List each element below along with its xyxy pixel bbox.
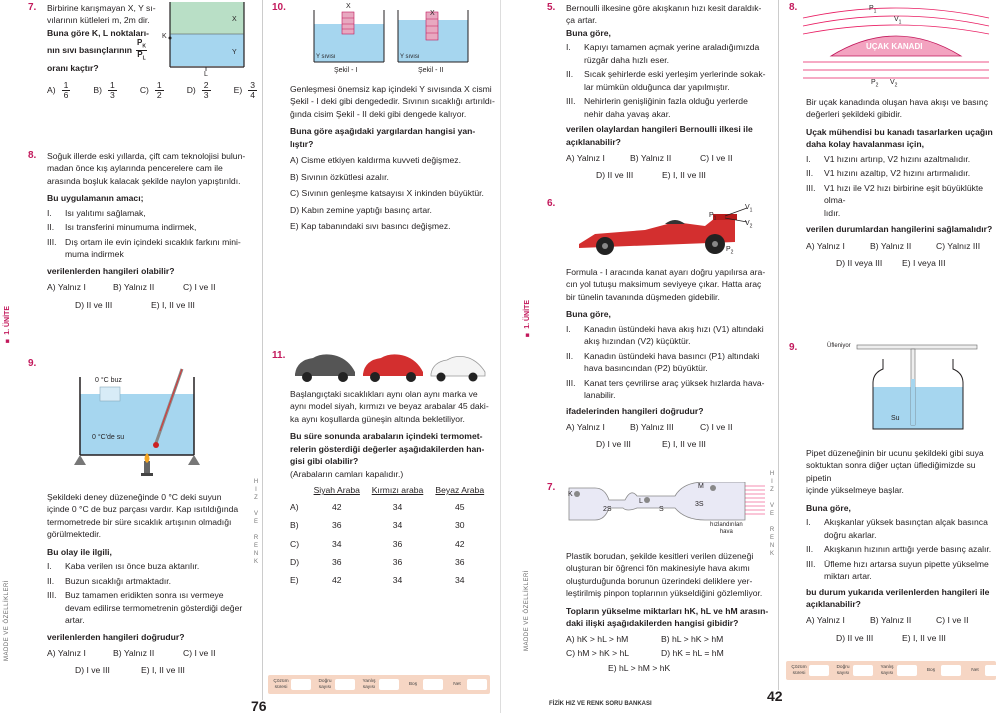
ice-water-figure (70, 367, 210, 479)
p1-label: $P_1$ (709, 212, 717, 222)
q8-options-row2: D) II veya III E) I veya III (836, 257, 946, 268)
q5-options-row2: D) II ve III E) I, II ve III (596, 170, 706, 181)
scoreboard (786, 661, 996, 680)
q6-options-row1: A) Yalnız I B) Yalnız III C) I ve II (566, 421, 733, 432)
liquid-containers-figure (312, 4, 482, 74)
question-9: Pipet düzeneğinin bir ucunu şekildeki gibi suya soktuktan sonra diğer uçtan üflediğimizde su pipetin içinde yükselmeye başlar. Buna göre, I. Akışkanlar yüksek basınçtan alçak basınca doğru akarlar. II. Akışkanın hızının arttığı yerde basınç azalır. III. Üfleme hızı artarsa suyun pipette yükselme miktarı artar. bu durum yukarıda verilenlerden hangileri ile açıklanabilir? A) Yalnız I B) Yalnız II C) I ve II D) II ve III E) I, II ve III (806, 447, 1000, 644)
v2-label: $V_2$ (745, 220, 753, 230)
water-label: Su (891, 415, 900, 422)
q9-options-row1: A) Yalnız I B) Yalnız II C) I ve II (47, 647, 216, 658)
answer-option[interactable]: C) 1 2 (139, 80, 162, 101)
q9-options-row1: A) Yalnız I B) Yalnız II C) I ve II (806, 615, 969, 626)
q7-options-row1: A) hK > hL > hM B) hL > hK > hM (566, 633, 724, 644)
q9-statements: I. Kaba verilen ısı önce buza aktarılır. II. Buzun sıcaklığı artmaktadır. III. Buz tamamen eridikten sonra ısı vermeye devam edilirse termometrenin gösterdiği değer artar. (47, 561, 243, 626)
score-input-box[interactable] (335, 679, 355, 690)
score-input-box[interactable] (379, 679, 399, 690)
q6-options-row2: D) I ve III E) I, II ve III (596, 439, 706, 450)
pipette-figure (853, 339, 983, 439)
score-cell: Çözüm süresi (789, 665, 829, 676)
v1-label: $V_1$ (894, 16, 902, 26)
score-cell: Yanlış sayısı (359, 679, 399, 690)
q9-statements: I. Akışkanlar yüksek basınçtan alçak basınca doğru akarlar. II. Akışkanın hızının arttığı yerde basınç azalır. III. Üfleme hızı artarsa suyun pipette yükselme miktarı artar. (806, 517, 992, 582)
unit-side-label: ■ 1. ÜNİTE (524, 300, 531, 338)
table-row[interactable]: A) 42 34 45 (290, 501, 465, 512)
question-7: Plastik borudan, şekilde kesitleri verilen düzeneği oluşturan bir öğrenci fön makinesiyle hava akımı oluşturduğunda borunun üzerindeki deliklere yer- leştirilmiş pinpon toplarının yükseldiğini gözlemliyor. Topların yükselme miktarları hK, hL ve hM arasın- daki ilişki aşağıdakilerden hangisi gibidir? A) hK > hL > hM B) hL > hK > hM C) hM > hK > hL D) hK = hL = hM E) hL > hM > hK (566, 550, 771, 674)
question-number: 9. (28, 358, 37, 369)
q10-options: A) Cisme etkiyen kaldırma kuvveti değişmez. B) Sıvının özkütlesi azalır. C) Sıvının genleşme katsayısı X inkinden büyüktür. D) Kabın zemine yaptığı basınç artar. E) Kap tabanındaki sıvı basıncı değişmez. (290, 155, 484, 232)
fig-label-k: K (162, 33, 167, 40)
q5-statements: I. Kapıyı tamamen açmak yerine araladığımızda rüzgâr daha hızlı eser. II. Sıcak şehirlerde eski yerleşim yerlerinde sokak- lar mümkün olduğunca dar yapılmıştır. III. Nehirlerin genişliğinin fazla olduğu yerlerde nehir daha yavaş akar. (566, 42, 766, 119)
ice-label: 0 °C buz (95, 377, 122, 384)
k-label: K (568, 491, 573, 498)
q8-options-row1: A) Yalnız I B) Yalnız II C) I ve II (47, 282, 216, 293)
liquid-label: Y sıvısı (400, 54, 420, 60)
l-label: L (639, 498, 643, 505)
liquid-label: Y sıvısı (316, 54, 336, 60)
question-11: Başlangıçtaki sıcaklıkları aynı olan aynı marka ve aynı model siyah, kırmızı ve beyaz arabalar 45 daki- ka aynı koşullarda güneşin altında bekletiliyor. Bu süre sonunda arabaların içindeki termomet- relerin gösterdiği değerler aşağıdakilerden han- gisi gibi olabilir? (Arabaların camları kapalıdır.) Siyah Araba Kırmızı araba Beyaz Araba A) 42 34 45 B) 36 34 30 C) 34 36 42 D) 36 36 36 E) 42 34 34 (290, 388, 495, 590)
section-s-label: S (659, 506, 664, 513)
temperature-table: Siyah Araba Kırmızı araba Beyaz Araba A) 42 34 45 B) 36 34 30 C) 34 36 42 D) 36 36 36 E) 42 34 34 (290, 483, 490, 590)
hiz-ve-renk-vertical: H I Z V E R E N K (769, 471, 775, 557)
fig-label-x: X (232, 16, 237, 23)
m-label: M (698, 483, 704, 490)
q7-options (47, 81, 257, 100)
chapter-side-label: MADDE VE ÖZELLİKLERİ (4, 580, 10, 662)
q8-statements: I. V1 hızını artırıp, V2 hızını azaltmalıdır. II. V1 hızını azaltıp, V2 hızını artırmalıdır. III. V1 hızı ile V2 hızı birbirine eşit büyüklükte olma- lıdır. (806, 153, 984, 218)
score-cell: Boş (921, 665, 961, 676)
score-cell: Doğru sayısı (833, 665, 873, 676)
pipe-figure (565, 482, 775, 542)
question-6: Formula - I aracında kanat ayarı doğru yapılırsa ara- cın yol tutuşu maksimum seviyeye çıkar. Hatta araç bir tünelin tavanında düşmeden gidebilir. Buna göre, I. Kanadın üstündeki hava akış hızı (V1) altındaki akış hızından (V2) küçüktür. II. Kanadın üstündeki hava basıncı (P1) altındaki hava basıncından (P2) büyüktür. III. Kanat ters çevrilirse araç yüksek hızlarda hava- lanabilir. ifadelerinden hangileri doğrudur? A) Yalnız I B) Yalnız III C) I ve II D) I ve III E) I, II ve III (566, 266, 771, 451)
q8-statements: I. Isı yalıtımı sağlamak, II. Isı transferini minumuma indirmek, III. Dış ortam ile evin içindeki sıcaklık farkını mini- muma indirmek (47, 207, 241, 260)
container-figure (162, 2, 252, 80)
figure-caption: Şekil - I (334, 67, 358, 74)
question-number: 6. (547, 198, 556, 209)
section-2s-label: 2S (603, 506, 612, 513)
question-8: Soğuk illerde eski yıllarda, çift cam teknolojisi bulun- madan önce kış aylarında pencerelere cam ile arasında boşluk kalacak şekilde naylon yapıştırıldı. Bu uygulamanın amacı; I. Isı yalıtımı sağlamak, II. Isı transferini minumuma indirmek, III. Dış ortam ile evin içindeki sıcaklık farkını mini- muma indirmek verilenlerden hangileri olabilir? A) Yalnız I B) Yalnız II C) I ve II D) II ve III E) I, II ve III (47, 150, 257, 311)
score-input-box[interactable] (809, 665, 829, 676)
section-3s-label: 3S (695, 501, 704, 508)
water-label: 0 °C'de su (92, 434, 125, 441)
cars-figure (293, 350, 493, 384)
column-divider (262, 0, 263, 700)
question-number: 9. (789, 342, 798, 353)
object-x-label: X (346, 3, 351, 10)
q6-statements: I. Kanadın üstündeki hava akış hızı (V1) altındaki akış hızından (V2) küçüktür. II. Kanadın üstündeki hava basıncı (P1) altındaki hava basıncından (P2) büyüktür. III. Kanat ters çevrilirse araç yüksek hızlarda hava- lanabilir. (566, 323, 765, 401)
score-input-box[interactable] (423, 679, 443, 690)
p2-label: $P_2$ (726, 246, 734, 256)
q7-options-row3: E) hL > hM > hK (608, 662, 671, 673)
question-10: Genleşmesi önemsiz kap içindeki Y sıvısında X cismi Şekil - I deki gibi dengededir. Sıvının sıcaklığı artırıldı- ğında cisim Şekil - II deki gibi dengede kalıyor. Buna göre aşağıdaki yargılardan hangisi yan- lıştır? A) Cisme etkiyen kaldırma kuvveti değişmez. B) Sıvının özkütlesi azalır. C) Sıvının genleşme katsayısı X inkinden büyüktür. D) Kabın zemine yaptığı basınç artar. E) Kap tabanındaki sıvı basıncı değişmez. (290, 84, 495, 232)
q9-options-row2: D) I ve III E) I, II ve III (75, 665, 185, 676)
wing-label: UÇAK KANADI (866, 42, 923, 51)
answer-option[interactable]: A) 1 6 (47, 80, 69, 101)
fig-label-l: L (204, 71, 208, 78)
score-cell: Doğru sayısı (315, 679, 355, 690)
question-number: 7. (28, 2, 37, 13)
table-row[interactable]: E) 42 34 34 (290, 575, 465, 586)
question-7: Birbirine karışmayan X, Y sı- vılarının kütleleri m, 2m dir. Buna göre K, L noktaları- nın sıvı basınçlarının $P_K$ $P_L$ oranı kaçtır? (47, 3, 156, 73)
score-input-box[interactable] (853, 665, 873, 676)
question-9: Şekildeki deney düzeneğinde 0 °C deki suyun içinde 0 °C de buz parçası vardır. Kap ısıtıldığında termometrede bir süre sıcaklık artışının olmadığı görülmektedir. Bu olay ile ilgili, I. Kaba verilen ısı önce buza aktarılır. II. Buzun sıcaklığı artmaktadır. III. Buz tamamen eridikten sonra ısı vermeye devam edilirse termometrenin gösterdiği değer artar. verilenlerden hangileri doğrudur? A) Yalnız I B) Yalnız II C) I ve II D) I ve III E) I, II ve III (47, 491, 257, 677)
p1-label: $P_1$ (869, 5, 877, 15)
fig-label-y: Y (232, 49, 237, 56)
q8-options-row2: D) II ve III E) I, II ve III (75, 299, 195, 310)
question-number: 8. (28, 150, 37, 161)
right-page (500, 0, 1000, 713)
q5-options-row1: A) Yalnız I B) Yalnız II C) I ve II (566, 152, 733, 163)
table-row[interactable]: B) 36 34 30 (290, 520, 465, 531)
q9-options-row2: D) II ve III E) I, II ve III (836, 632, 946, 643)
score-cell: Yanlış sayısı (877, 665, 917, 676)
answer-option[interactable]: E) 3 4 (233, 80, 255, 101)
question-number: 5. (547, 2, 556, 13)
question-number: 7. (547, 482, 556, 493)
table-row[interactable]: D) 36 36 36 (290, 556, 465, 567)
chapter-side-label: MADDE VE ÖZELLİKLERİ (524, 570, 530, 652)
answer-option[interactable]: D) 2 3 (186, 80, 209, 101)
table-row[interactable]: C) 34 36 42 (290, 538, 465, 549)
score-input-box[interactable] (985, 665, 1000, 676)
score-cell: Çözüm süresi (271, 679, 311, 690)
book-footer: FİZİK HIZ VE RENK SORU BANKASI (549, 701, 652, 707)
answer-option[interactable]: B) 1 3 (93, 80, 115, 101)
q7-options-row2: C) hM > hK > hL D) hK = hL = hM (566, 648, 724, 659)
score-input-box[interactable] (897, 665, 917, 676)
score-cell: Boş (403, 679, 443, 690)
object-x-label: X (430, 10, 435, 17)
column-divider (778, 0, 779, 690)
v1-label: $V_1$ (745, 204, 753, 214)
question-5: Bernoulli ilkesine göre akışkanın hızı kesit daraldık- ça artar. Buna göre, I. Kapıyı tamamen açmak yerine araladığımızda rüzgâr daha hızlı eser. II. Sıcak şehirlerde eski yerleşim yerlerinde sokak- lar mümkün olduğunca dar yapılmıştır. III. Nehirlerin genişliğinin fazla olduğu yerlerde nehir daha yavaş akar. verilen olaylardan hangileri Bernoulli ilkesi ile açıklanabilir? A) Yalnız I B) Yalnız II C) I ve II D) II ve III E) I, II ve III (566, 2, 771, 182)
blow-label: Üfleniyor (827, 343, 851, 349)
page-number: 76 (251, 698, 267, 713)
score-input-box[interactable] (941, 665, 961, 676)
figure-caption: Şekil - II (418, 67, 444, 74)
p2-label: $P_2$ (871, 79, 879, 89)
page-number: 42 (767, 688, 783, 704)
unit-side-label: ■ 1. ÜNİTE (4, 306, 11, 344)
question-8: Bir uçak kanadında oluşan hava akışı ve basınç değerleri şekildeki gibidir. Uçak mühendisi bu kanadı tasarlarken uçağın daha kolay havalanması için, I. V1 hızını artırıp, V2 hızını azaltmalıdır. II. V1 hızını azaltıp, V2 hızını artırmalıdır. III. V1 hızı ile V2 hızı birbirine eşit büyüklükte olma- lıdır. verilen durumlardan hangilerini sağlamalıdır? A) Yalnız I B) Yalnız II C) Yalnız III D) II veya III E) I veya III (806, 96, 1000, 269)
question-number: 8. (789, 2, 798, 13)
question-number: 11. (272, 350, 286, 361)
question-number: 10. (272, 2, 286, 13)
q8-options-row1: A) Yalnız I B) Yalnız II C) Yalnız III (806, 240, 981, 251)
air-label: hızlandırılan hava (710, 522, 743, 536)
score-input-box[interactable] (291, 679, 311, 690)
pressure-ratio-fraction: $P_K$ $P_L$ (137, 38, 146, 62)
score-cell: Net (447, 679, 487, 690)
score-cell: Net (965, 665, 1000, 676)
score-input-box[interactable] (467, 679, 487, 690)
scoreboard (268, 675, 490, 694)
hiz-ve-renk-vertical: H I Z V E R E N K (253, 479, 259, 565)
v2-label: $V_2$ (890, 79, 898, 89)
